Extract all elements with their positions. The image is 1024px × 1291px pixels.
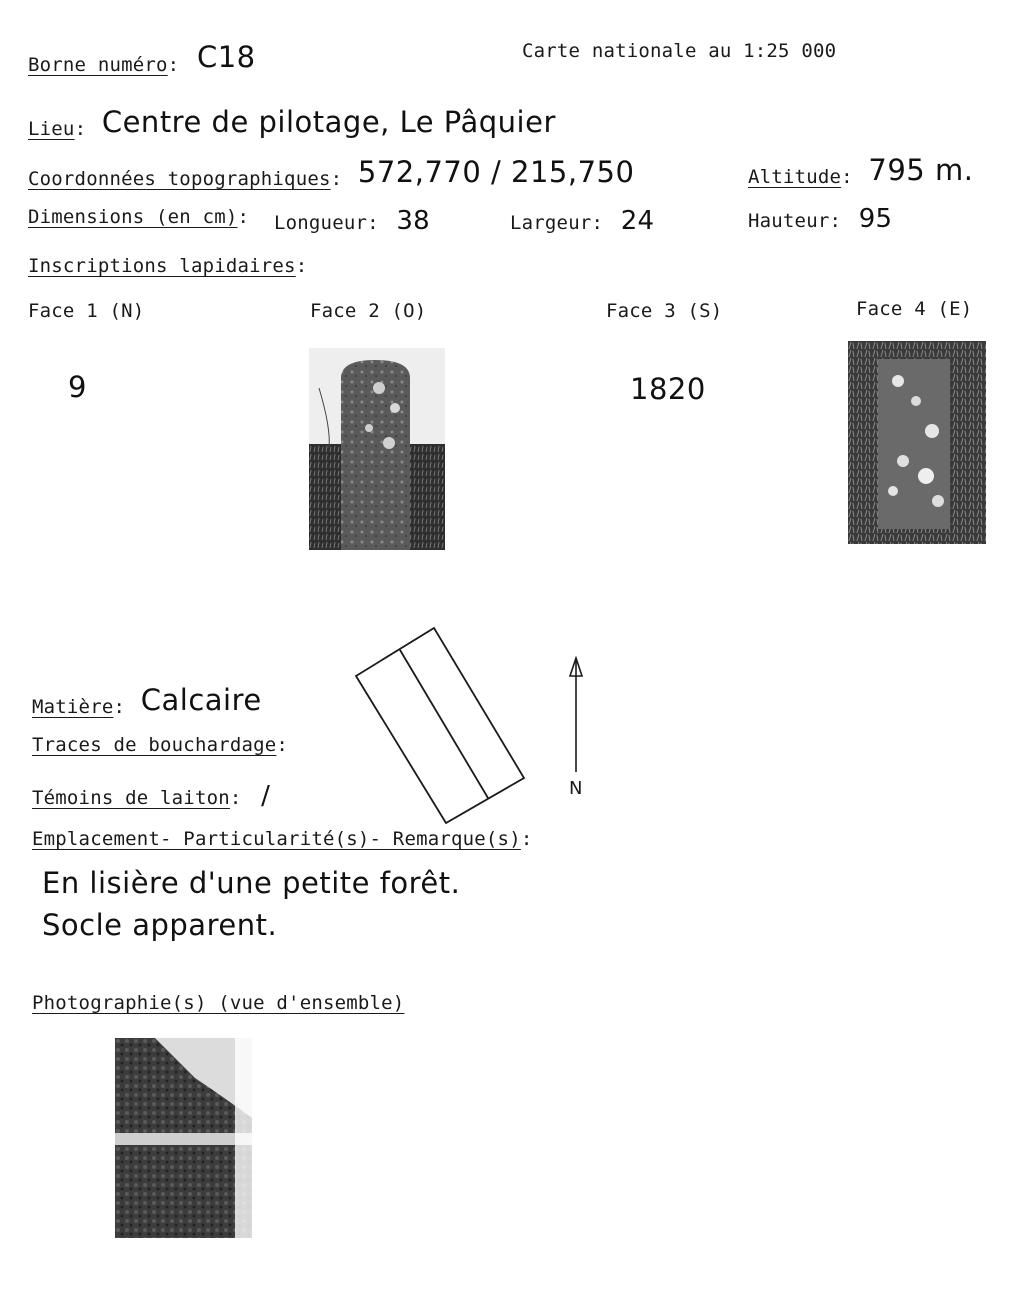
lieu-label: Lieu [28,118,75,140]
emplacement-label: Emplacement- Particularité(s)- Remarque(s) [32,828,521,850]
bouchardage-row: Traces de bouchardage: [32,734,289,756]
borne-label: Borne numéro [28,54,168,76]
matiere-label: Matière [32,696,114,718]
face-3-label: Face 3 (S) [606,300,723,322]
orientation-sketch [350,620,540,830]
coords-label: Coordonnées topographiques [28,168,331,190]
emplacement-line-2: Socle apparent. [42,908,278,942]
altitude-row: Altitude: 795 m. [748,153,974,188]
dimensions-label: Dimensions (en cm) [28,206,238,228]
inscriptions-row: Inscriptions lapidaires: [28,255,308,277]
laiton-label: Témoins de laiton [32,787,230,809]
lieu-value: Centre de pilotage, Le Pâquier [101,105,556,139]
photographie-row [32,992,404,1014]
coords-value: 572,770 / 215,750 [357,155,635,189]
face-2-photo [309,348,445,550]
matiere-value: Calcaire [140,683,262,717]
bouchardage-label: Traces de bouchardage [32,734,277,756]
laiton-row: Témoins de laiton: / [32,781,271,811]
dimensions-row: Dimensions (en cm): [28,206,250,228]
face-1-inscription: 9 [68,370,87,404]
largeur-value: 24 [620,206,655,236]
altitude-value: 795 m. [868,153,974,187]
face-4-label: Face 4 (E) [856,298,973,320]
inscriptions-label: Inscriptions lapidaires [28,255,296,277]
borne-value: C18 [196,40,256,74]
longueur-value: 38 [396,206,430,236]
matiere-row: Matière: Calcaire [32,683,262,718]
borne-row: Borne numéro: C18 [28,40,256,76]
hauteur-row: Hauteur: 95 [748,204,893,234]
hauteur-value: 95 [858,204,893,234]
emplacement-line-1: En lisière d'une petite forêt. [42,866,461,900]
photographie-label: Photographie(s) (vue d'ensemble) [32,992,405,1014]
lieu-row: Lieu: Centre de pilotage, Le Pâquier [28,105,556,140]
north-arrow-icon [560,650,592,776]
face-4-photo [848,341,986,544]
face-2-label: Face 2 (O) [310,300,427,322]
longueur-row: Longueur: 38 [274,206,430,236]
coords-row: Coordonnées topographiques: 572,770 / 215,750 [28,155,635,190]
emplacement-row: Emplacement- Particularité(s)- Remarque(s): [32,828,533,850]
face-1-label: Face 1 (N) [28,300,145,322]
longueur-label: Longueur [274,212,368,234]
altitude-label: Altitude [748,166,842,188]
overview-photo [115,1038,252,1238]
face-3-inscription: 1820 [630,372,706,406]
map-reference: Carte nationale au 1:25 000 [522,40,837,62]
north-label: N [569,778,583,799]
hauteur-label: Hauteur [748,210,830,232]
largeur-row: Largeur: 24 [510,206,655,236]
laiton-value: / [261,781,271,811]
largeur-label: Largeur [510,212,592,234]
